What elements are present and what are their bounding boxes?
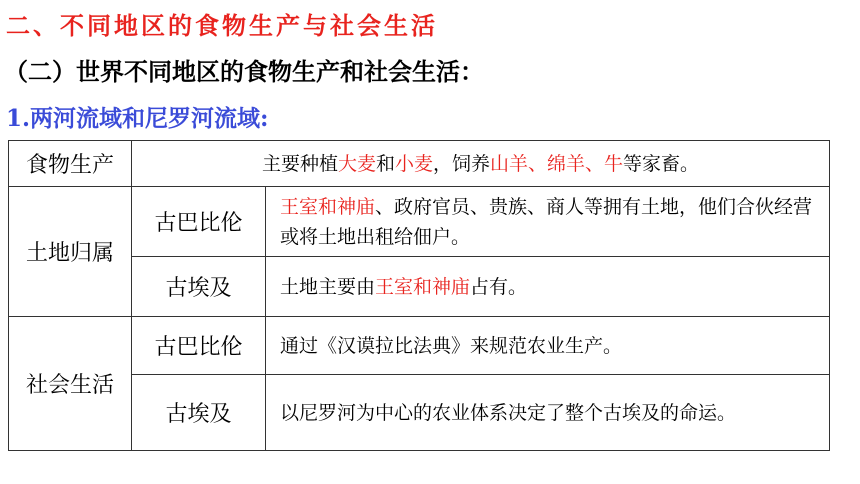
row-label-food-production: 食物生产 <box>9 141 132 187</box>
land-egypt-text <box>266 257 830 317</box>
text-highlight: 大麦 <box>337 152 376 175</box>
section-heading: 二、不同地区的食物生产与社会生活 <box>6 11 438 40</box>
sub-label-egypt: 古埃及 <box>132 257 266 317</box>
row-label-social-life: 社会生活 <box>9 317 132 451</box>
subsection-heading: （二）世界不同地区的食物生产和社会生活： <box>4 58 484 86</box>
text-segment: 占有。 <box>470 275 528 298</box>
social-babylon-text: 通过《汉谟拉比法典》来规范农业生产。 <box>266 317 830 375</box>
sub-label-babylon: 古巴比伦 <box>132 317 266 375</box>
text-segment: 、政府官员、贵族、商人等拥有土地，他们合伙经营或将土地出租给佃户。 <box>280 195 813 248</box>
text-highlight: 王室和神庙 <box>375 275 471 298</box>
text-segment: 等家畜。 <box>623 152 700 175</box>
text-highlight: 山羊、绵羊、牛 <box>490 152 624 175</box>
text-segment: 和 <box>375 152 395 175</box>
sub-label-egypt: 古埃及 <box>132 375 266 451</box>
text-highlight: 小麦 <box>395 152 434 175</box>
food-production-text <box>132 141 830 187</box>
text-highlight: 王室和神庙 <box>280 195 376 218</box>
text-segment: 土地主要由 <box>280 275 376 298</box>
topic-heading: 1.两河流域和尼罗河流域: <box>6 105 269 132</box>
table-row <box>9 375 830 451</box>
land-babylon-text <box>266 187 830 257</box>
table-row <box>9 141 830 187</box>
text-segment: 主要种植 <box>261 152 338 175</box>
sub-label-babylon: 古巴比伦 <box>132 187 266 257</box>
table-row <box>9 257 830 317</box>
table-row <box>9 187 830 257</box>
row-label-land-ownership: 土地归属 <box>9 187 132 317</box>
text-segment: ，饲养 <box>433 152 491 175</box>
comparison-table <box>8 140 830 451</box>
table-row <box>9 317 830 375</box>
social-egypt-text: 以尼罗河为中心的农业体系决定了整个古埃及的命运。 <box>266 375 830 451</box>
